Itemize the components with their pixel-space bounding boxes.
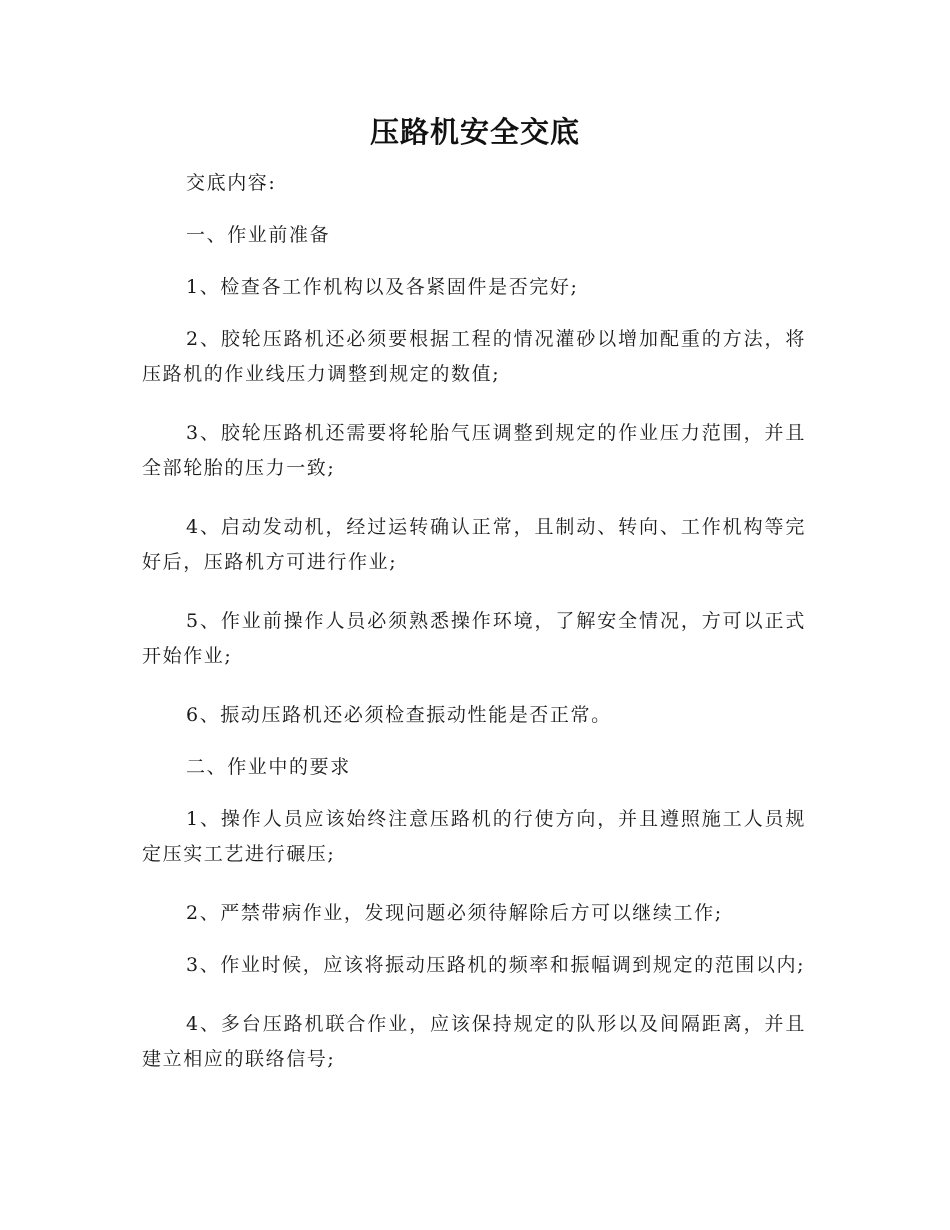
paragraph: 3、胶轮压路机还需要将轮胎气压调整到规定的作业压力范围，并且全部轮胎的压力一致; [142,422,806,479]
section-heading-2: 二、作业中的要求 [186,756,351,778]
paragraph: 1、操作人员应该始终注意压路机的行使方向，并且遵照施工人员规定压实工艺进行碾压; [142,808,806,865]
paragraph: 5、作业前操作人员必须熟悉操作环境，了解安全情况，方可以正式开始作业; [142,610,806,667]
paragraph: 4、启动发动机，经过运转确认正常，且制动、转向、工作机构等完好后，压路机方可进行作业; [142,516,806,573]
document-body [142,166,806,1101]
paragraph: 6、振动压路机还必须检查振动性能是否正常。 [186,704,612,726]
paragraph-intro: 交底内容: [186,172,277,194]
paragraph: 4、多台压路机联合作业，应该保持规定的队形以及间隔距离，并且建立相应的联络信号; [142,1013,806,1070]
paragraph: 2、严禁带病作业，发现问题必须待解除后方可以继续工作; [186,902,723,924]
section-heading-1: 一、作业前准备 [186,224,331,246]
paragraph: 2、胶轮压路机还必须要根据工程的情况灌砂以增加配重的方法，将压路机的作业线压力调整到规定的数值; [142,328,806,385]
paragraph: 3、作业时候，应该将振动压路机的频率和振幅调到规定的范围以内; [186,954,806,976]
document-title: 压路机安全交底 [369,115,580,149]
paragraph: 1、检查各工作机构以及各紧固件是否完好; [186,276,579,298]
